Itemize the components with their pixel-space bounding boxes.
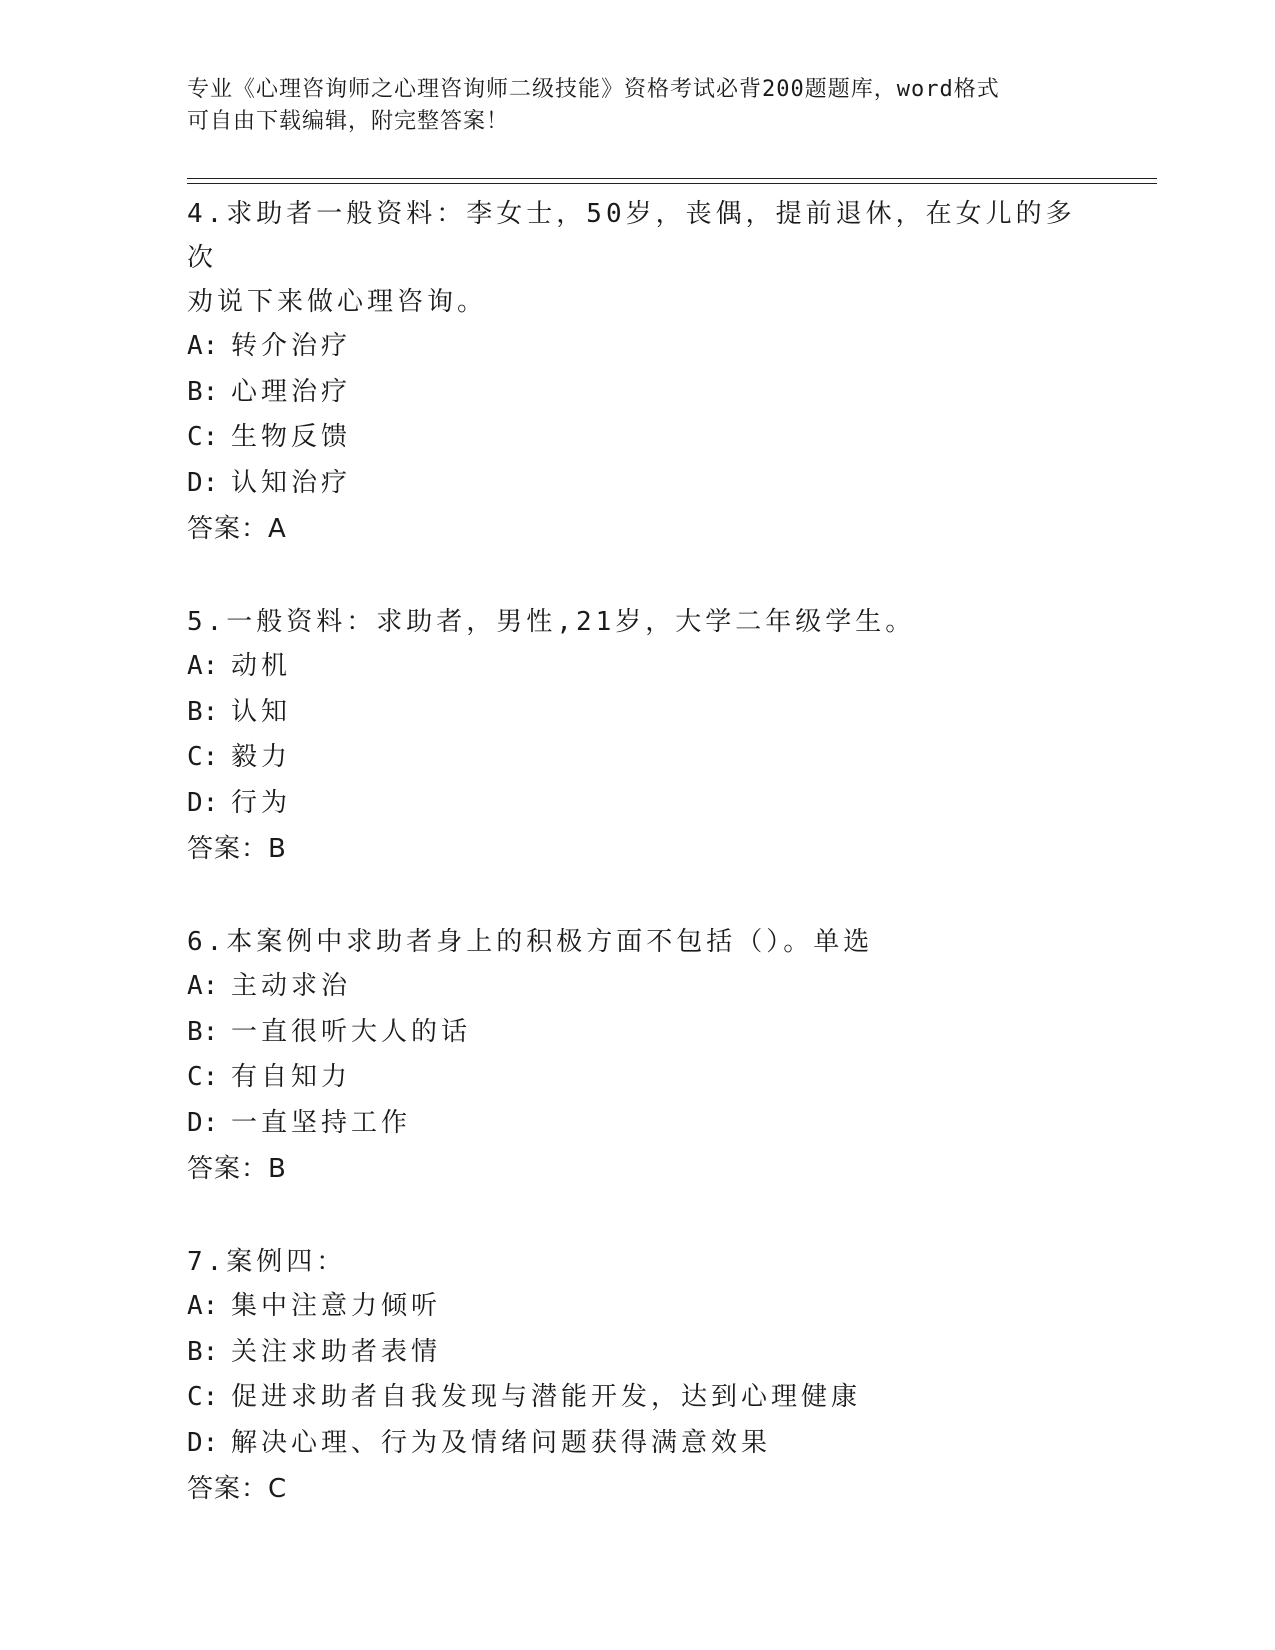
option-b — [187, 690, 1087, 736]
option-d — [187, 781, 1087, 827]
question-7 — [187, 1240, 1087, 1512]
option-c — [187, 415, 1087, 461]
question-6 — [187, 920, 1087, 1192]
option-text: 认知治疗 — [231, 467, 352, 498]
option-d — [187, 1421, 1087, 1467]
header-divider-top — [187, 178, 1157, 179]
option-d — [187, 1101, 1087, 1147]
answer-line: 答案：C — [187, 1474, 288, 1504]
option-letter: D: — [187, 467, 219, 498]
option-b — [187, 1330, 1087, 1376]
option-text: 认知 — [231, 696, 292, 727]
answer-line: 答案：B — [187, 1154, 287, 1184]
header-divider-bottom — [187, 183, 1157, 184]
option-letter: C: — [187, 422, 219, 452]
option-a — [187, 324, 1087, 370]
option-text: 行为 — [231, 787, 292, 818]
option-letter: B: — [187, 376, 219, 407]
option-d — [187, 461, 1087, 507]
option-text: 转介治疗 — [231, 331, 352, 361]
option-letter: A: — [187, 1291, 219, 1321]
option-letter: D: — [187, 1427, 219, 1458]
option-b — [187, 1010, 1087, 1056]
option-a — [187, 644, 1087, 690]
option-b — [187, 370, 1087, 416]
question-stem: 6.本案例中求助者身上的积极方面不包括（）。单选 — [187, 927, 874, 957]
answer-line: 答案：B — [187, 834, 287, 864]
option-c — [187, 1055, 1087, 1101]
option-text: 促进求助者自我发现与潜能开发，达到心理健康 — [231, 1382, 862, 1412]
option-text: 心理治疗 — [231, 376, 352, 407]
option-letter: C: — [187, 1062, 219, 1092]
option-text: 有自知力 — [231, 1062, 352, 1092]
option-a — [187, 964, 1087, 1010]
option-c — [187, 1375, 1087, 1421]
header-line-1: 专业《心理咨询师之心理咨询师二级技能》资格考试必背200题题库，word格式 — [187, 77, 1000, 102]
option-a — [187, 1284, 1087, 1330]
option-c — [187, 735, 1087, 781]
question-stem-line-1: 4.求助者一般资料：李女士，50岁，丧偶，提前退休，在女儿的多次 — [187, 199, 1076, 273]
option-text: 关注求助者表情 — [231, 1336, 442, 1367]
option-letter: A: — [187, 331, 219, 361]
option-letter: C: — [187, 1382, 219, 1412]
option-letter: B: — [187, 696, 219, 727]
question-5 — [187, 600, 1087, 872]
question-4 — [187, 192, 1087, 552]
option-text: 解决心理、行为及情绪问题获得满意效果 — [231, 1427, 772, 1458]
option-text: 主动求治 — [231, 971, 352, 1001]
option-letter: C: — [187, 742, 219, 772]
answer-line: 答案：A — [187, 514, 287, 544]
question-stem-line-2: 劝说下来做心理咨询。 — [187, 287, 488, 317]
option-text: 毅力 — [231, 742, 292, 772]
option-letter: B: — [187, 1336, 219, 1367]
question-stem — [187, 192, 1087, 324]
option-letter: D: — [187, 1107, 219, 1138]
document-header — [187, 74, 1067, 138]
option-letter: B: — [187, 1016, 219, 1047]
option-text: 生物反馈 — [231, 422, 352, 452]
header-line-2: 可自由下载编辑，附完整答案！ — [187, 109, 510, 134]
option-letter: A: — [187, 651, 219, 681]
question-list — [187, 192, 1087, 1560]
option-text: 一直坚持工作 — [231, 1107, 412, 1138]
option-text: 动机 — [231, 651, 292, 681]
option-text: 一直很听大人的话 — [231, 1016, 472, 1047]
question-stem: 5.一般资料：求助者，男性,21岁，大学二年级学生。 — [187, 607, 916, 637]
option-letter: A: — [187, 971, 219, 1001]
option-text: 集中注意力倾听 — [231, 1291, 442, 1321]
option-letter: D: — [187, 787, 219, 818]
question-stem: 7.案例四： — [187, 1247, 347, 1277]
